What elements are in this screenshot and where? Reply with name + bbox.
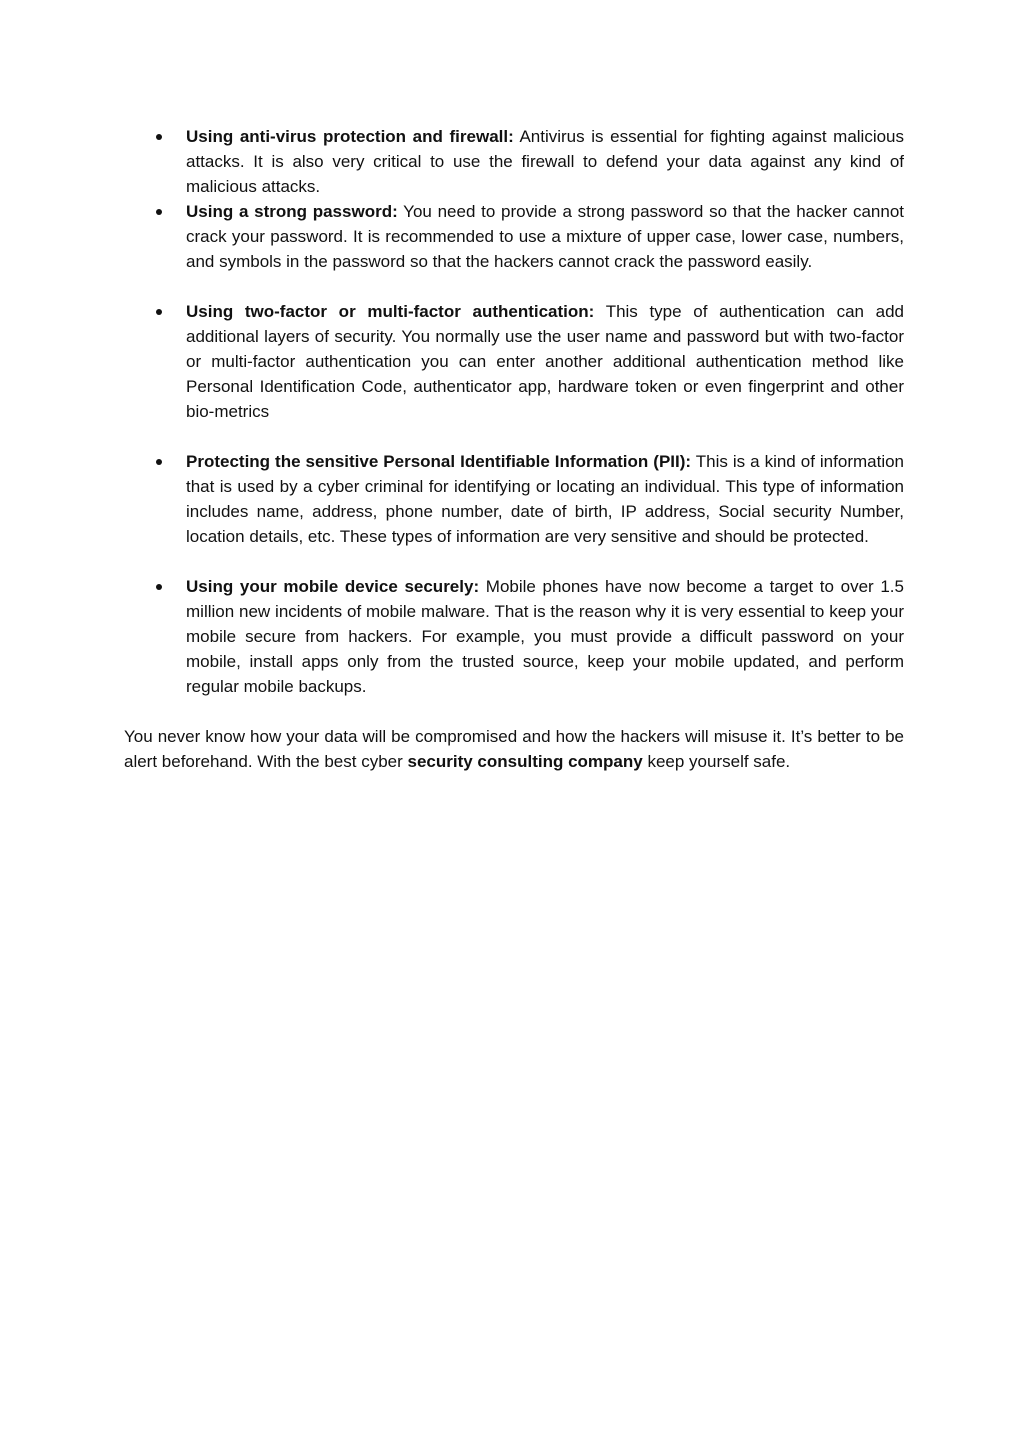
closing-text-after: keep yourself safe. xyxy=(647,752,791,771)
list-item-body: This is a kind of information that is used by a cyber criminal for identifying or locating an individual. This type of information includes name, address, phone number, date of birth, IP address, Social security Number, location details, etc. These types of information are very sensitive and should be protected. xyxy=(186,452,904,546)
list-item-body: Antivirus is essential for fighting against malicious attacks. It is also very critical to use the firewall to defend your data against any kind of malicious attacks. xyxy=(186,127,905,196)
list-item xyxy=(124,574,904,699)
list-item xyxy=(124,299,904,424)
bullet-icon xyxy=(156,309,162,315)
list-item-heading: Protecting the sensitive Personal Identifiable Information (PII): xyxy=(186,452,692,471)
list-item xyxy=(124,199,904,274)
list-item-heading: Using two-factor or multi-factor authentication: xyxy=(186,302,595,321)
bullet-icon xyxy=(156,459,162,465)
bullet-icon xyxy=(156,584,162,590)
closing-paragraph xyxy=(124,724,904,774)
document-body xyxy=(124,124,904,774)
security-tips-list xyxy=(124,124,904,699)
closing-bold-phrase: security consulting company xyxy=(407,752,643,771)
bullet-icon xyxy=(156,209,162,215)
list-item xyxy=(124,449,904,549)
list-item-heading: Using anti-virus protection and firewall: xyxy=(186,127,514,146)
list-item xyxy=(124,124,904,199)
list-item-body: Mobile phones have now become a target to over 1.5 million new incidents of mobile malware. That is the reason why it is very essential to keep your mobile secure from hackers. For example, you must provide a difficult password on your mobile, install apps only from the trusted source, keep your mobile updated, and perform regular mobile backups. xyxy=(186,577,904,696)
list-item-heading: Using a strong password: xyxy=(186,202,398,221)
closing-text-before: You never know how your data will be compromised and how the hackers will misuse it. It’s better to be alert beforehand. With the best cyber xyxy=(124,727,904,771)
list-item-heading: Using your mobile device securely: xyxy=(186,577,480,596)
list-item-body: This type of authentication can add additional layers of security. You normally use the user name and password but with two-factor or multi-factor authentication you can enter another additional authentication method like Personal Identification Code, authenticator app, hardware token or even fingerprint and other bio-metrics xyxy=(186,302,905,421)
list-item-body: You need to provide a strong password so that the hacker cannot crack your password. It is recommended to use a mixture of upper case, lower case, numbers, and symbols in the password so that the hackers cannot crack the password easily. xyxy=(186,202,904,271)
bullet-icon xyxy=(156,134,162,140)
